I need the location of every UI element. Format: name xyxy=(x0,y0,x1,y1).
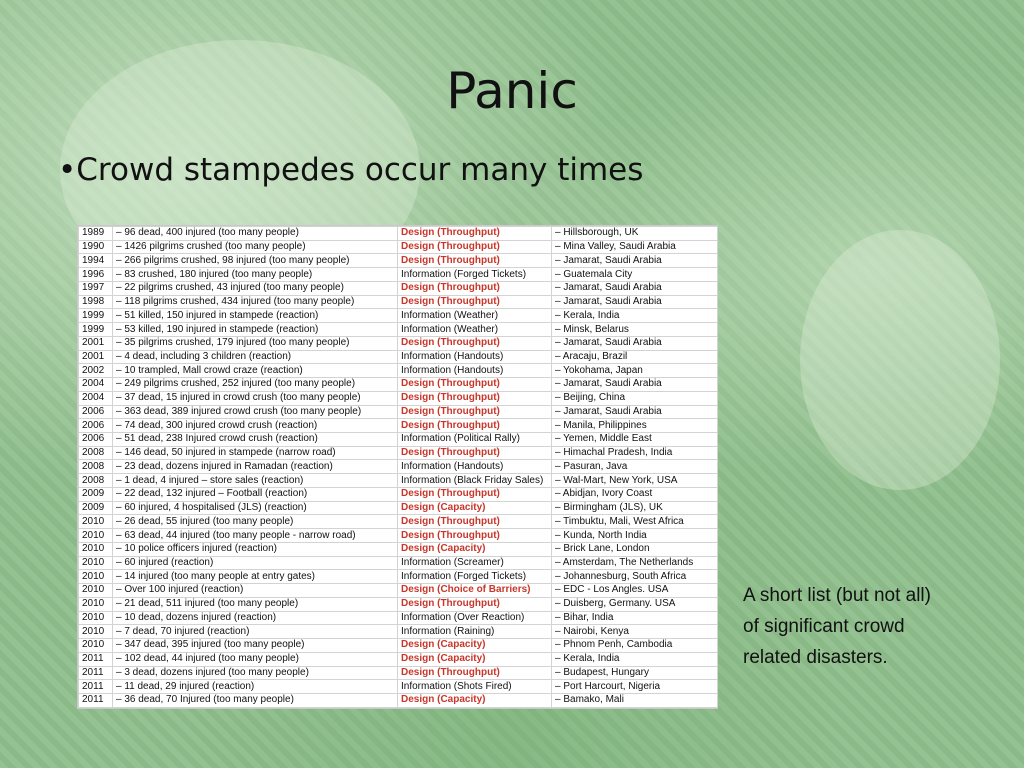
location-cell: – Guatemala City xyxy=(552,268,718,282)
year-cell: 2010 xyxy=(79,515,113,529)
table-row xyxy=(79,542,718,556)
table-row xyxy=(79,639,718,653)
cause-cell: Information (Weather) xyxy=(398,323,552,337)
event-cell: – 63 dead, 44 injured (too many people - narrow road) xyxy=(113,529,398,543)
table-row xyxy=(79,254,718,268)
event-cell: – 36 dead, 70 Injured (too many people) xyxy=(113,693,398,707)
year-cell: 1998 xyxy=(79,295,113,309)
location-cell: – Amsterdam, The Netherlands xyxy=(552,556,718,570)
event-cell: – 26 dead, 55 injured (too many people) xyxy=(113,515,398,529)
table-row xyxy=(79,295,718,309)
event-cell: – 249 pilgrims crushed, 252 injured (too many people) xyxy=(113,378,398,392)
cause-cell: Information (Forged Tickets) xyxy=(398,268,552,282)
event-cell: – 51 dead, 238 Injured crowd crush (reaction) xyxy=(113,433,398,447)
event-cell: – 10 police officers injured (reaction) xyxy=(113,542,398,556)
year-cell: 2010 xyxy=(79,529,113,543)
cause-cell: Design (Throughput) xyxy=(398,254,552,268)
event-cell: – 7 dead, 70 injured (reaction) xyxy=(113,625,398,639)
location-cell: – Jamarat, Saudi Arabia xyxy=(552,295,718,309)
table-row xyxy=(79,240,718,254)
cause-cell: Design (Throughput) xyxy=(398,597,552,611)
table-row xyxy=(79,474,718,488)
location-cell: – Brick Lane, London xyxy=(552,542,718,556)
background-swirl-right xyxy=(800,230,1000,490)
table-row xyxy=(79,268,718,282)
table-row xyxy=(79,501,718,515)
cause-cell: Design (Throughput) xyxy=(398,405,552,419)
table-row xyxy=(79,227,718,241)
event-cell: – 21 dead, 511 injured (too many people) xyxy=(113,597,398,611)
year-cell: 2010 xyxy=(79,597,113,611)
location-cell: – Aracaju, Brazil xyxy=(552,350,718,364)
year-cell: 1999 xyxy=(79,309,113,323)
event-cell: – 4 dead, including 3 children (reaction) xyxy=(113,350,398,364)
year-cell: 2011 xyxy=(79,666,113,680)
cause-cell: Information (Political Rally) xyxy=(398,433,552,447)
cause-cell: Information (Screamer) xyxy=(398,556,552,570)
year-cell: 2011 xyxy=(79,693,113,707)
table-row xyxy=(79,336,718,350)
year-cell: 1997 xyxy=(79,281,113,295)
table-row xyxy=(79,433,718,447)
year-cell: 2006 xyxy=(79,433,113,447)
table-row xyxy=(79,309,718,323)
event-cell: – 22 dead, 132 injured – Football (reaction) xyxy=(113,487,398,501)
cause-cell: Design (Throughput) xyxy=(398,295,552,309)
year-cell: 2011 xyxy=(79,652,113,666)
location-cell: – Jamarat, Saudi Arabia xyxy=(552,378,718,392)
disaster-table xyxy=(77,225,718,709)
year-cell: 2011 xyxy=(79,680,113,694)
table-row xyxy=(79,680,718,694)
event-cell: – 60 injured (reaction) xyxy=(113,556,398,570)
event-cell: – 3 dead, dozens injured (too many people) xyxy=(113,666,398,680)
event-cell: – 53 killed, 190 injured in stampede (reaction) xyxy=(113,323,398,337)
table-row xyxy=(79,487,718,501)
location-cell: – Timbuktu, Mali, West Africa xyxy=(552,515,718,529)
year-cell: 2010 xyxy=(79,556,113,570)
year-cell: 1999 xyxy=(79,323,113,337)
year-cell: 1990 xyxy=(79,240,113,254)
disaster-table-body xyxy=(79,227,718,708)
event-cell: – 22 pilgrims crushed, 43 injured (too many people) xyxy=(113,281,398,295)
year-cell: 2009 xyxy=(79,501,113,515)
cause-cell: Design (Throughput) xyxy=(398,446,552,460)
table-row xyxy=(79,556,718,570)
cause-cell: Design (Capacity) xyxy=(398,542,552,556)
year-cell: 2001 xyxy=(79,350,113,364)
cause-cell: Design (Capacity) xyxy=(398,501,552,515)
location-cell: – EDC - Los Angles. USA xyxy=(552,584,718,598)
cause-cell: Design (Capacity) xyxy=(398,693,552,707)
table-row xyxy=(79,597,718,611)
table-row xyxy=(79,652,718,666)
table-row xyxy=(79,529,718,543)
year-cell: 2010 xyxy=(79,542,113,556)
event-cell: – 102 dead, 44 injured (too many people) xyxy=(113,652,398,666)
location-cell: – Port Harcourt, Nigeria xyxy=(552,680,718,694)
year-cell: 2002 xyxy=(79,364,113,378)
location-cell: – Jamarat, Saudi Arabia xyxy=(552,336,718,350)
cause-cell: Design (Throughput) xyxy=(398,391,552,405)
cause-cell: Design (Choice of Barriers) xyxy=(398,584,552,598)
side-note: A short list (but not all) of significant crowd related disasters. xyxy=(743,585,931,668)
slide-title: Panic xyxy=(446,62,578,120)
location-cell: – Jamarat, Saudi Arabia xyxy=(552,254,718,268)
cause-cell: Information (Shots Fired) xyxy=(398,680,552,694)
event-cell: – 83 crushed, 180 injured (too many people) xyxy=(113,268,398,282)
cause-cell: Design (Throughput) xyxy=(398,529,552,543)
table-row xyxy=(79,625,718,639)
event-cell: – 74 dead, 300 injured crowd crush (reaction) xyxy=(113,419,398,433)
event-cell: – 51 killed, 150 injured in stampede (reaction) xyxy=(113,309,398,323)
year-cell: 2008 xyxy=(79,460,113,474)
location-cell: – Nairobi, Kenya xyxy=(552,625,718,639)
year-cell: 1996 xyxy=(79,268,113,282)
year-cell: 2010 xyxy=(79,639,113,653)
year-cell: 2010 xyxy=(79,611,113,625)
location-cell: – Bihar, India xyxy=(552,611,718,625)
cause-cell: Information (Weather) xyxy=(398,309,552,323)
cause-cell: Design (Throughput) xyxy=(398,515,552,529)
year-cell: 2008 xyxy=(79,446,113,460)
event-cell: – 10 trampled, Mall crowd craze (reaction) xyxy=(113,364,398,378)
location-cell: – Duisberg, Germany. USA xyxy=(552,597,718,611)
location-cell: – Jamarat, Saudi Arabia xyxy=(552,405,718,419)
location-cell: – Phnom Penh, Cambodia xyxy=(552,639,718,653)
location-cell: – Hillsborough, UK xyxy=(552,227,718,241)
event-cell: – 1426 pilgrims crushed (too many people) xyxy=(113,240,398,254)
cause-cell: Design (Throughput) xyxy=(398,666,552,680)
event-cell: – Over 100 injured (reaction) xyxy=(113,584,398,598)
year-cell: 2004 xyxy=(79,378,113,392)
location-cell: – Birmingham (JLS), UK xyxy=(552,501,718,515)
table-row xyxy=(79,364,718,378)
cause-cell: Design (Throughput) xyxy=(398,487,552,501)
cause-cell: Information (Black Friday Sales) xyxy=(398,474,552,488)
event-cell: – 37 dead, 15 injured in crowd crush (too many people) xyxy=(113,391,398,405)
cause-cell: Information (Raining) xyxy=(398,625,552,639)
event-cell: – 347 dead, 395 injured (too many people) xyxy=(113,639,398,653)
location-cell: – Bamako, Mali xyxy=(552,693,718,707)
event-cell: – 363 dead, 389 injured crowd crush (too many people) xyxy=(113,405,398,419)
year-cell: 2006 xyxy=(79,405,113,419)
year-cell: 2008 xyxy=(79,474,113,488)
cause-cell: Information (Handouts) xyxy=(398,460,552,474)
table-row xyxy=(79,460,718,474)
slide-bullet: •Crowd stampedes occur many times xyxy=(58,152,644,188)
event-cell: – 11 dead, 29 injured (reaction) xyxy=(113,680,398,694)
table-row xyxy=(79,281,718,295)
event-cell: – 23 dead, dozens injured in Ramadan (reaction) xyxy=(113,460,398,474)
event-cell: – 266 pilgrims crushed, 98 injured (too many people) xyxy=(113,254,398,268)
event-cell: – 35 pilgrims crushed, 179 injured (too many people) xyxy=(113,336,398,350)
location-cell: – Yokohama, Japan xyxy=(552,364,718,378)
table-row xyxy=(79,323,718,337)
table-row xyxy=(79,446,718,460)
location-cell: – Pasuran, Java xyxy=(552,460,718,474)
table-row xyxy=(79,693,718,707)
table-row xyxy=(79,666,718,680)
table-row xyxy=(79,584,718,598)
table-row xyxy=(79,419,718,433)
cause-cell: Information (Over Reaction) xyxy=(398,611,552,625)
event-cell: – 10 dead, dozens injured (reaction) xyxy=(113,611,398,625)
cause-cell: Information (Handouts) xyxy=(398,364,552,378)
cause-cell: Design (Throughput) xyxy=(398,281,552,295)
location-cell: – Kunda, North India xyxy=(552,529,718,543)
year-cell: 2004 xyxy=(79,391,113,405)
year-cell: 2010 xyxy=(79,625,113,639)
cause-cell: Information (Handouts) xyxy=(398,350,552,364)
event-cell: – 60 injured, 4 hospitalised (JLS) (reaction) xyxy=(113,501,398,515)
table-row xyxy=(79,515,718,529)
cause-cell: Design (Capacity) xyxy=(398,639,552,653)
table-row xyxy=(79,611,718,625)
year-cell: 2010 xyxy=(79,570,113,584)
location-cell: – Manila, Philippines xyxy=(552,419,718,433)
location-cell: – Himachal Pradesh, India xyxy=(552,446,718,460)
location-cell: – Mina Valley, Saudi Arabia xyxy=(552,240,718,254)
event-cell: – 14 injured (too many people at entry gates) xyxy=(113,570,398,584)
event-cell: – 1 dead, 4 injured – store sales (reaction) xyxy=(113,474,398,488)
location-cell: – Kerala, India xyxy=(552,309,718,323)
location-cell: – Minsk, Belarus xyxy=(552,323,718,337)
table-row xyxy=(79,350,718,364)
cause-cell: Design (Throughput) xyxy=(398,378,552,392)
location-cell: – Jamarat, Saudi Arabia xyxy=(552,281,718,295)
year-cell: 1989 xyxy=(79,227,113,241)
cause-cell: Design (Throughput) xyxy=(398,336,552,350)
location-cell: – Yemen, Middle East xyxy=(552,433,718,447)
table-row xyxy=(79,378,718,392)
cause-cell: Design (Throughput) xyxy=(398,227,552,241)
cause-cell: Design (Throughput) xyxy=(398,240,552,254)
location-cell: – Abidjan, Ivory Coast xyxy=(552,487,718,501)
location-cell: – Budapest, Hungary xyxy=(552,666,718,680)
table-row xyxy=(79,570,718,584)
cause-cell: Design (Throughput) xyxy=(398,419,552,433)
location-cell: – Kerala, India xyxy=(552,652,718,666)
table-row xyxy=(79,391,718,405)
year-cell: 1994 xyxy=(79,254,113,268)
cause-cell: Information (Forged Tickets) xyxy=(398,570,552,584)
event-cell: – 146 dead, 50 injured in stampede (narrow road) xyxy=(113,446,398,460)
table-row xyxy=(79,405,718,419)
cause-cell: Design (Capacity) xyxy=(398,652,552,666)
event-cell: – 96 dead, 400 injured (too many people) xyxy=(113,227,398,241)
year-cell: 2001 xyxy=(79,336,113,350)
year-cell: 2010 xyxy=(79,584,113,598)
location-cell: – Beijing, China xyxy=(552,391,718,405)
year-cell: 2009 xyxy=(79,487,113,501)
location-cell: – Johannesburg, South Africa xyxy=(552,570,718,584)
location-cell: – Wal-Mart, New York, USA xyxy=(552,474,718,488)
event-cell: – 118 pilgrims crushed, 434 injured (too many people) xyxy=(113,295,398,309)
year-cell: 2006 xyxy=(79,419,113,433)
